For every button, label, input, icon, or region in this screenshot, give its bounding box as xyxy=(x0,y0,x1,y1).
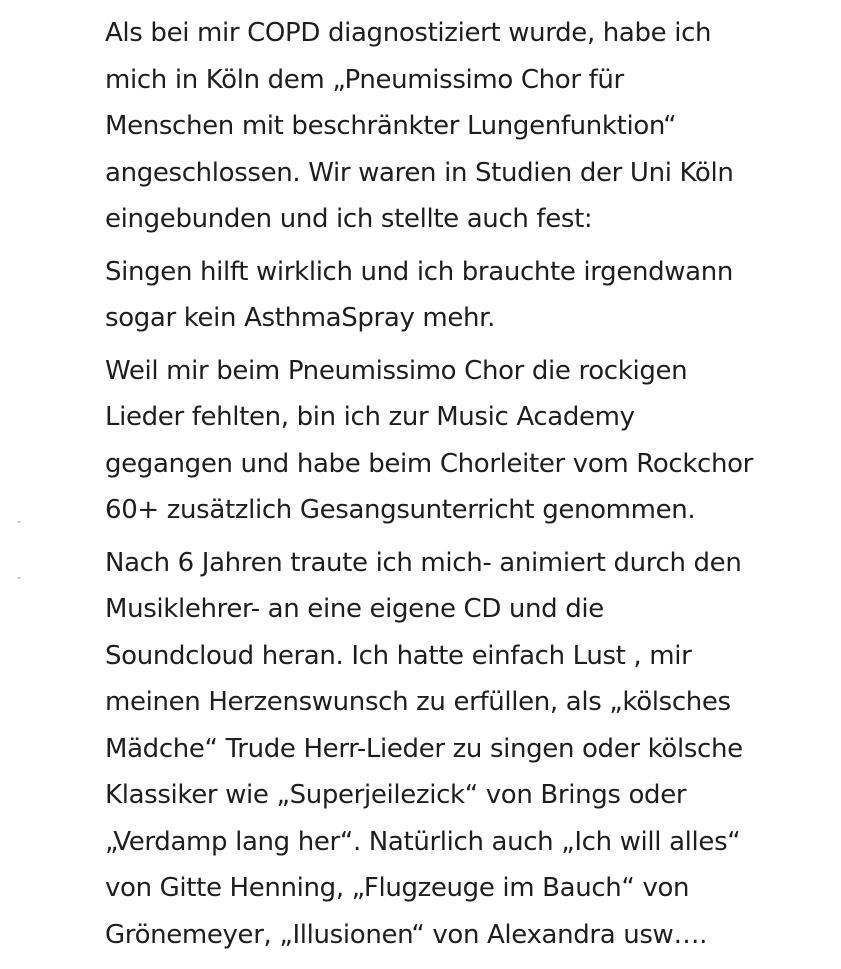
text-line: Mädche“ Trude Herr-Lieder zu singen oder kölsche xyxy=(105,733,743,764)
text-line: Als bei mir COPD diagnostiziert wurde, habe ich xyxy=(105,18,712,48)
paragraph-own-cd xyxy=(105,540,825,959)
body-text xyxy=(105,10,825,964)
text-line: Lieder fehlten, bin ich zur Music Academy xyxy=(105,402,635,432)
text-line: Weil mir beim Pneumissimo Chor die rockigen xyxy=(105,355,688,386)
paragraph-music-academy xyxy=(105,348,825,534)
text-line: gegangen und habe beim Chorleiter vom Rockchor xyxy=(105,448,754,479)
text-line: Nach 6 Jahren traute ich mich- animiert durch den xyxy=(105,547,742,578)
text-line: Klassiker wie „Superjeilezick“ von Brings oder xyxy=(105,780,687,810)
text-line: „Verdamp lang her“. Natürlich auch „Ich will alles“ xyxy=(105,826,741,857)
text-line: eingebunden und ich stellte auch fest: xyxy=(105,204,593,234)
paragraph-singing-helps xyxy=(105,249,825,342)
text-line: meinen Herzenswunsch zu erfüllen, als „kölsches xyxy=(105,687,731,717)
text-line: Menschen mit beschränkter Lungenfunktion“ xyxy=(105,111,677,141)
text-line: mich in Köln dem „Pneumissimo Chor für xyxy=(105,64,624,95)
text-line: angeschlossen. Wir waren in Studien der Uni Köln xyxy=(105,157,734,188)
text-line: Grönemeyer, „Illusionen“ von Alexandra usw…. xyxy=(105,919,708,950)
text-line: 60+ zusätzlich Gesangsunterricht genommen. xyxy=(105,495,696,525)
text-line: sogar kein AsthmaSpray mehr. xyxy=(105,303,496,333)
text-line: von Gitte Henning, „Flugzeuge im Bauch“ von xyxy=(105,873,690,903)
paragraph-copd-diagnosis xyxy=(105,10,825,243)
scan-speck xyxy=(17,577,21,579)
scan-speck xyxy=(17,521,21,523)
text-line: Soundcloud heran. Ich hatte einfach Lust , mir xyxy=(105,640,692,671)
text-line: Singen hilft wirklich und ich brauchte irgendwann xyxy=(105,256,734,287)
text-line: Musiklehrer- an eine eigene CD und die xyxy=(105,594,604,624)
